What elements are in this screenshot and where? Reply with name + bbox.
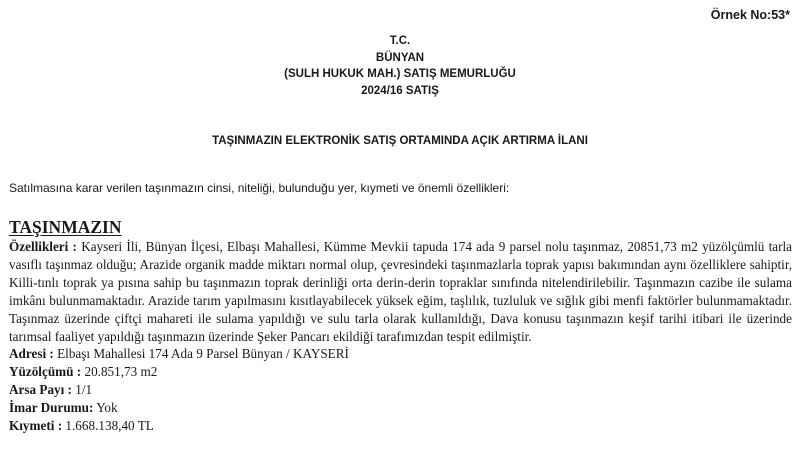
value-label: Kıymeti : [9,418,63,434]
sample-number: Örnek No:53* [710,8,790,22]
zoning-value: Yok [96,400,118,416]
share-label: Arsa Payı : [9,382,72,398]
intro-text: Satılmasına karar verilen taşınmazın cinsi, niteliği, bulunduğu yer, kıymeti ve önemli özellikleri: [9,181,510,195]
value-amount: 1.668.138,40 TL [65,418,154,434]
header-line-file-number: 2024/16 SATIŞ [361,84,439,97]
zoning-label: İmar Durumu: [9,400,94,416]
header-line-office: (SULH HUKUK MAH.) SATIŞ MEMURLUĞU [284,68,516,80]
features-label: Özellikleri : [9,239,77,254]
property-address [9,345,792,363]
document-header [0,33,800,99]
share-value: 1/1 [75,382,93,398]
property-zoning [9,399,792,417]
address-value: Elbaşı Mahallesi 174 Ada 9 Parsel Bünyan / KAYSERİ [57,346,349,362]
announcement-title: TAŞINMAZIN ELEKTRONİK SATIŞ ORTAMINDA AÇIK ARTIRMA İLANI [212,135,588,147]
address-label: Adresi : [9,346,54,362]
area-value: 20.851,73 m2 [84,364,158,380]
features-text: Kayseri İli, Bünyan İlçesi, Elbaşı Mahallesi, Kümme Mevkii tapuda 174 ada 9 parsel nolu taşınmaz, 20851,73 m2 yüzölçümlü tarla vasıflı taşınmaz olduğu; Arazide organik madde miktarı normal olup, çevresindeki taşınmazlarla toprak yapısı bakımından aynı özelliklere sahiptir, Killi-tınlı toprak ya pısına sahip bu taşınmazın toprak derinliği orta derin-derin topraklar sınıfında nitelendirilebilir. Taşınmazın cazibe ile sulama imkânı bulunmamaktadır. Arazide tarım yapılmasını kısıtlayabilecek yüksek eğim, taşlılık, tuzluluk ve sığlık gibi menfi faktörler bulunmamaktadır. Taşınmaz üzerinde çiftçi mahareti ile sulama yapıldığı ve sulu tarla olarak kullanıldığı, Dava konusu taşınmazın keşif tarihi itibari ile üzerinde tarımsal faaliyet yapıldığı taşınmazın üzerinde Şeker Pancarı ekildiği tarafımızdan tespit edilmiştir. [9,239,793,344]
header-line-tc: T.C. [389,35,411,47]
property-features [9,238,792,345]
header-line-district: BÜNYAN [375,51,425,64]
property-details [9,238,792,435]
area-label: Yüzölçümü : [9,364,82,380]
property-value [9,417,792,435]
section-title: TAŞINMAZIN [9,217,122,237]
property-land-share [9,381,792,399]
property-area [9,363,792,381]
